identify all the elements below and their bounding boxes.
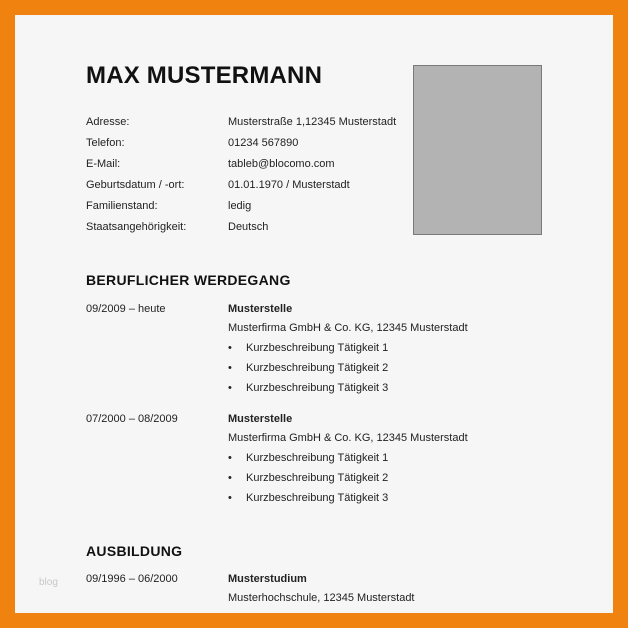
applicant-name: MAX MUSTERMANN xyxy=(86,62,323,89)
task-list xyxy=(228,452,588,512)
entry-title: Musterstelle xyxy=(228,303,293,315)
bullet: • xyxy=(228,382,232,394)
info-label: E-Mail: xyxy=(86,158,121,170)
list-item xyxy=(228,342,588,362)
info-value: 01234 567890 xyxy=(228,137,299,149)
info-label: Adresse: xyxy=(86,116,130,128)
info-value: tableb@blocomo.com xyxy=(228,158,335,170)
bullet: • xyxy=(228,342,232,354)
task-text: Kurzbeschreibung Tätigkeit 2 xyxy=(246,362,389,374)
list-item xyxy=(228,472,588,492)
entry-company: Musterfirma GmbH & Co. KG, 12345 Musterstadt xyxy=(228,322,468,334)
task-text: Kurzbeschreibung Tätigkeit 3 xyxy=(246,382,389,394)
task-text: Kurzbeschreibung Tätigkeit 1 xyxy=(246,342,389,354)
bullet: • xyxy=(228,452,232,464)
entry-date: 09/2009 – heute xyxy=(86,303,166,315)
entry-date: 07/2000 – 08/2009 xyxy=(86,413,178,425)
watermark: blog xyxy=(39,577,58,588)
list-item xyxy=(228,362,588,382)
list-item xyxy=(228,382,588,402)
task-text: Kurzbeschreibung Tätigkeit 1 xyxy=(246,452,389,464)
education-heading: AUSBILDUNG xyxy=(86,543,183,559)
info-value: ledig xyxy=(228,200,252,212)
info-label: Geburtsdatum / -ort: xyxy=(86,179,185,191)
entry-body xyxy=(228,413,588,512)
info-label: Familienstand: xyxy=(86,200,158,212)
entry-body xyxy=(228,573,588,612)
entry-date: 09/1996 – 06/2000 xyxy=(86,573,178,585)
bullet: • xyxy=(228,362,232,374)
info-label: Staatsangehörigkeit: xyxy=(86,221,187,233)
photo-placeholder xyxy=(413,65,542,235)
task-list xyxy=(228,342,588,402)
info-value: Musterstraße 1,12345 Musterstadt xyxy=(228,116,397,128)
entry-title: Musterstudium xyxy=(228,573,307,585)
entry-company: Musterhochschule, 12345 Musterstadt xyxy=(228,592,415,604)
bullet: • xyxy=(228,472,232,484)
info-value: 01.01.1970 / Musterstadt xyxy=(228,179,350,191)
info-label: Telefon: xyxy=(86,137,125,149)
bullet: • xyxy=(228,492,232,504)
list-item xyxy=(228,492,588,512)
info-value: Deutsch xyxy=(228,221,269,233)
entry-company: Musterfirma GmbH & Co. KG, 12345 Musterstadt xyxy=(228,432,468,444)
career-heading: BERUFLICHER WERDEGANG xyxy=(86,272,291,288)
entry-title: Musterstelle xyxy=(228,413,293,425)
task-text: Kurzbeschreibung Tätigkeit 3 xyxy=(246,492,389,504)
entry-body xyxy=(228,303,588,402)
resume-page xyxy=(15,15,613,613)
task-text: Kurzbeschreibung Tätigkeit 2 xyxy=(246,472,389,484)
list-item xyxy=(228,452,588,472)
